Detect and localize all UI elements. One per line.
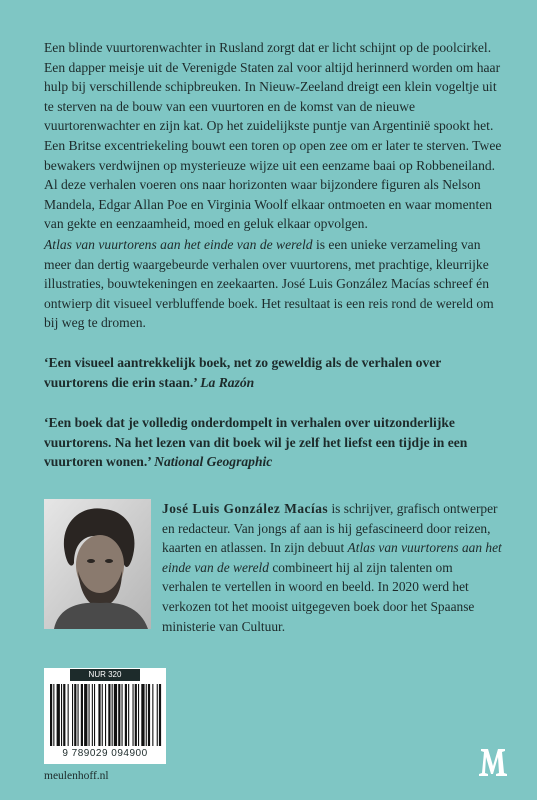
author-name: José Luis González Macías xyxy=(162,501,329,516)
quote-source: La Razón xyxy=(200,374,255,390)
blurb-intro xyxy=(44,38,504,234)
quote-text: ‘Een visueel aantrekkelijk boek, net zo geweldig als de verhalen over vuurtorens die erin staan.’ xyxy=(44,355,442,390)
publisher-logo xyxy=(477,748,509,778)
atlas-text: is een unieke verzameling van meer dan dertig waargebeurde verhalen over vuurtorens, met prachtige, kleurrijke illustraties, bouwtekeningen en zeekaarten. José Luis González Macías schreef én ontwierp dit visueel verbluffende boek. Het resultaat is een reis rond de wereld om bij weg te dromen. xyxy=(44,237,494,331)
nur-label: NUR 320 xyxy=(70,669,140,681)
intro-text: Een blinde vuurtorenwachter in Rusland zorgt dat er licht schijnt op de poolcirkel. Een dapper meisje uit de Verenigde Staten zal voor altijd herinnerd worden om haar hulp bij verschillende schipbreuken. In Nieuw-Zeeland dreigt een klein vogeltje uit te sterven na de bouw van een vuurtoren en de komst van de nieuwe vuurtorenwachter en zijn kat. Op het zuidelijkste puntje van Argentinië spookt het. Een Britse excentriekeling bouwt een toren op open zee om er later te sterven. Twee bewakers verdwijnen op mysterieuze wijze uit een eenzame baai op Robbeneiland. Al deze verhalen voeren ons naar horizonten waar bijzondere figuren als Nelson Mandela, Edgar Allan Poe en Virginia Woolf elkaar ontmoeten en waar momenten van gekte en eenzaamheid, moed en geluk elkaar opvolgen. xyxy=(44,40,502,232)
quote-text: ‘Een boek dat je volledig onderdompelt in verhalen over uitzonderlijke vuurtorens. Na het lezen van dit boek wil je zelf het liefst een tijdje in een vuurtoren wonen.’ xyxy=(44,415,468,470)
publisher-website: meulenhoff.nl xyxy=(44,770,109,782)
book-title: Atlas van vuurtorens aan het einde van de wereld xyxy=(162,540,502,575)
author-photo xyxy=(44,499,151,629)
quote-source: National Geographic xyxy=(154,454,273,470)
author-bio: José Luis González Macías is schrijver, grafisch ontwerper en redacteur. Van jongs af aan is hij gefascineerd door reizen, kaarten en atlassen. In zijn debuut Atlas van vuurtorens aan het einde van de wereld combineert hij al zijn talenten om verhalen te vertellen in woord en beeld. In 2020 werd het verkozen tot het mooist uitgegeven boek door het Spaanse ministerie van Cultuur. xyxy=(162,501,502,634)
review-quote xyxy=(44,413,504,472)
review-quote xyxy=(44,353,504,392)
book-title: Atlas van vuurtorens aan het einde van de wereld xyxy=(44,237,313,252)
blurb-atlas xyxy=(44,235,504,333)
isbn-number: 9 789029 094900 xyxy=(62,748,148,759)
